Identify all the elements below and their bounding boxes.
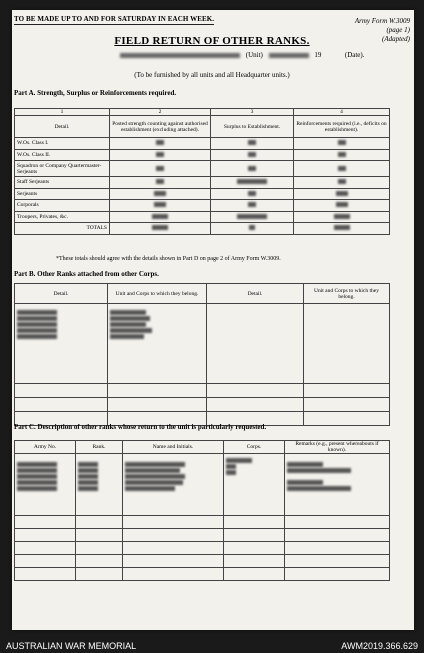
part-b-heading: Part B. Other Ranks attached from other Corps. [14,270,159,278]
col-num-1: 1 [15,109,110,116]
col-army-no: Army No. [15,441,76,454]
col-detail: Detail. [15,116,110,138]
col-num-3: 3 [211,109,294,116]
furnish-note: (To be furnished by all units and all Headquarter units.) [134,71,290,79]
col-surplus: Surplus to Establishment. [211,116,294,138]
table-row [15,138,390,150]
col-unit-corps-2: Unit and Corps to which they belong. [304,284,390,304]
row-label: Corporals [15,200,110,212]
date-label: (Date). [344,51,365,59]
part-c-table [14,440,390,581]
part-b-table [14,283,390,426]
col-num-4: 4 [294,109,390,116]
table-row [15,177,390,189]
col-remarks: Remarks (e.g., present whereabouts if known). [285,441,390,454]
totals-label: TOTALS [15,223,110,235]
col-num-2: 2 [110,109,211,116]
part-a-table [14,108,390,235]
table-row [15,200,390,212]
footer-id: AWM2019.366.629 [341,641,418,651]
unit-date-line [120,51,365,59]
redacted-unit [120,53,240,58]
unit-label: (Unit) [245,51,263,59]
table-row [15,211,390,223]
form-page-number: (page 1) [386,26,410,34]
col-rank: Rank. [76,441,123,454]
row-label: Troopers, Privates, &c. [15,211,110,223]
table-row [15,149,390,161]
row-label: Staff Serjeants [15,177,110,189]
col-posted: Posted strength counting against authorised establishment (excluding attached). [110,116,211,138]
table-row-totals [15,223,390,235]
row-label: Squadron or Company Quartermaster-Serjeants [15,161,110,177]
form-adapted: (Adapted) [382,35,410,43]
col-corps: Corps. [224,441,285,454]
top-rule [14,24,214,25]
table-row [15,188,390,200]
date-year: 19 [314,51,322,59]
col-detail: Detail. [15,284,108,304]
table-row [15,454,390,516]
col-detail-2: Detail. [207,284,304,304]
part-a-footnote: *These totals should agree with the details shown in Part D on page 2 of Army Form W.3009. [56,256,281,262]
footer-credit: AUSTRALIAN WAR MEMORIAL [6,641,137,651]
footer-bar [0,637,424,653]
form-title: FIELD RETURN OF OTHER RANKS. [114,35,310,47]
row-label: Serjeants [15,188,110,200]
part-c-heading: Part C. Description of other ranks whose return to the unit is particularly requested. [14,423,267,431]
row-label: W.Os. Class II. [15,149,110,161]
redacted-date [269,53,309,58]
table-row [15,304,390,384]
col-name: Name and Initials. [123,441,224,454]
row-label: W.Os. Class I. [15,138,110,150]
col-unit-corps: Unit and Corps to which they belong. [108,284,207,304]
col-reinforcements: Reinforcements required (i.e., deficits on establishment). [294,116,390,138]
form-number-text: Army Form W.3009 [354,17,410,25]
part-a-heading: Part A. Strength, Surplus or Reinforcements required. [14,89,177,97]
top-note: TO BE MADE UP TO AND FOR SATURDAY IN EACH WEEK. [14,15,215,23]
table-row [15,161,390,177]
